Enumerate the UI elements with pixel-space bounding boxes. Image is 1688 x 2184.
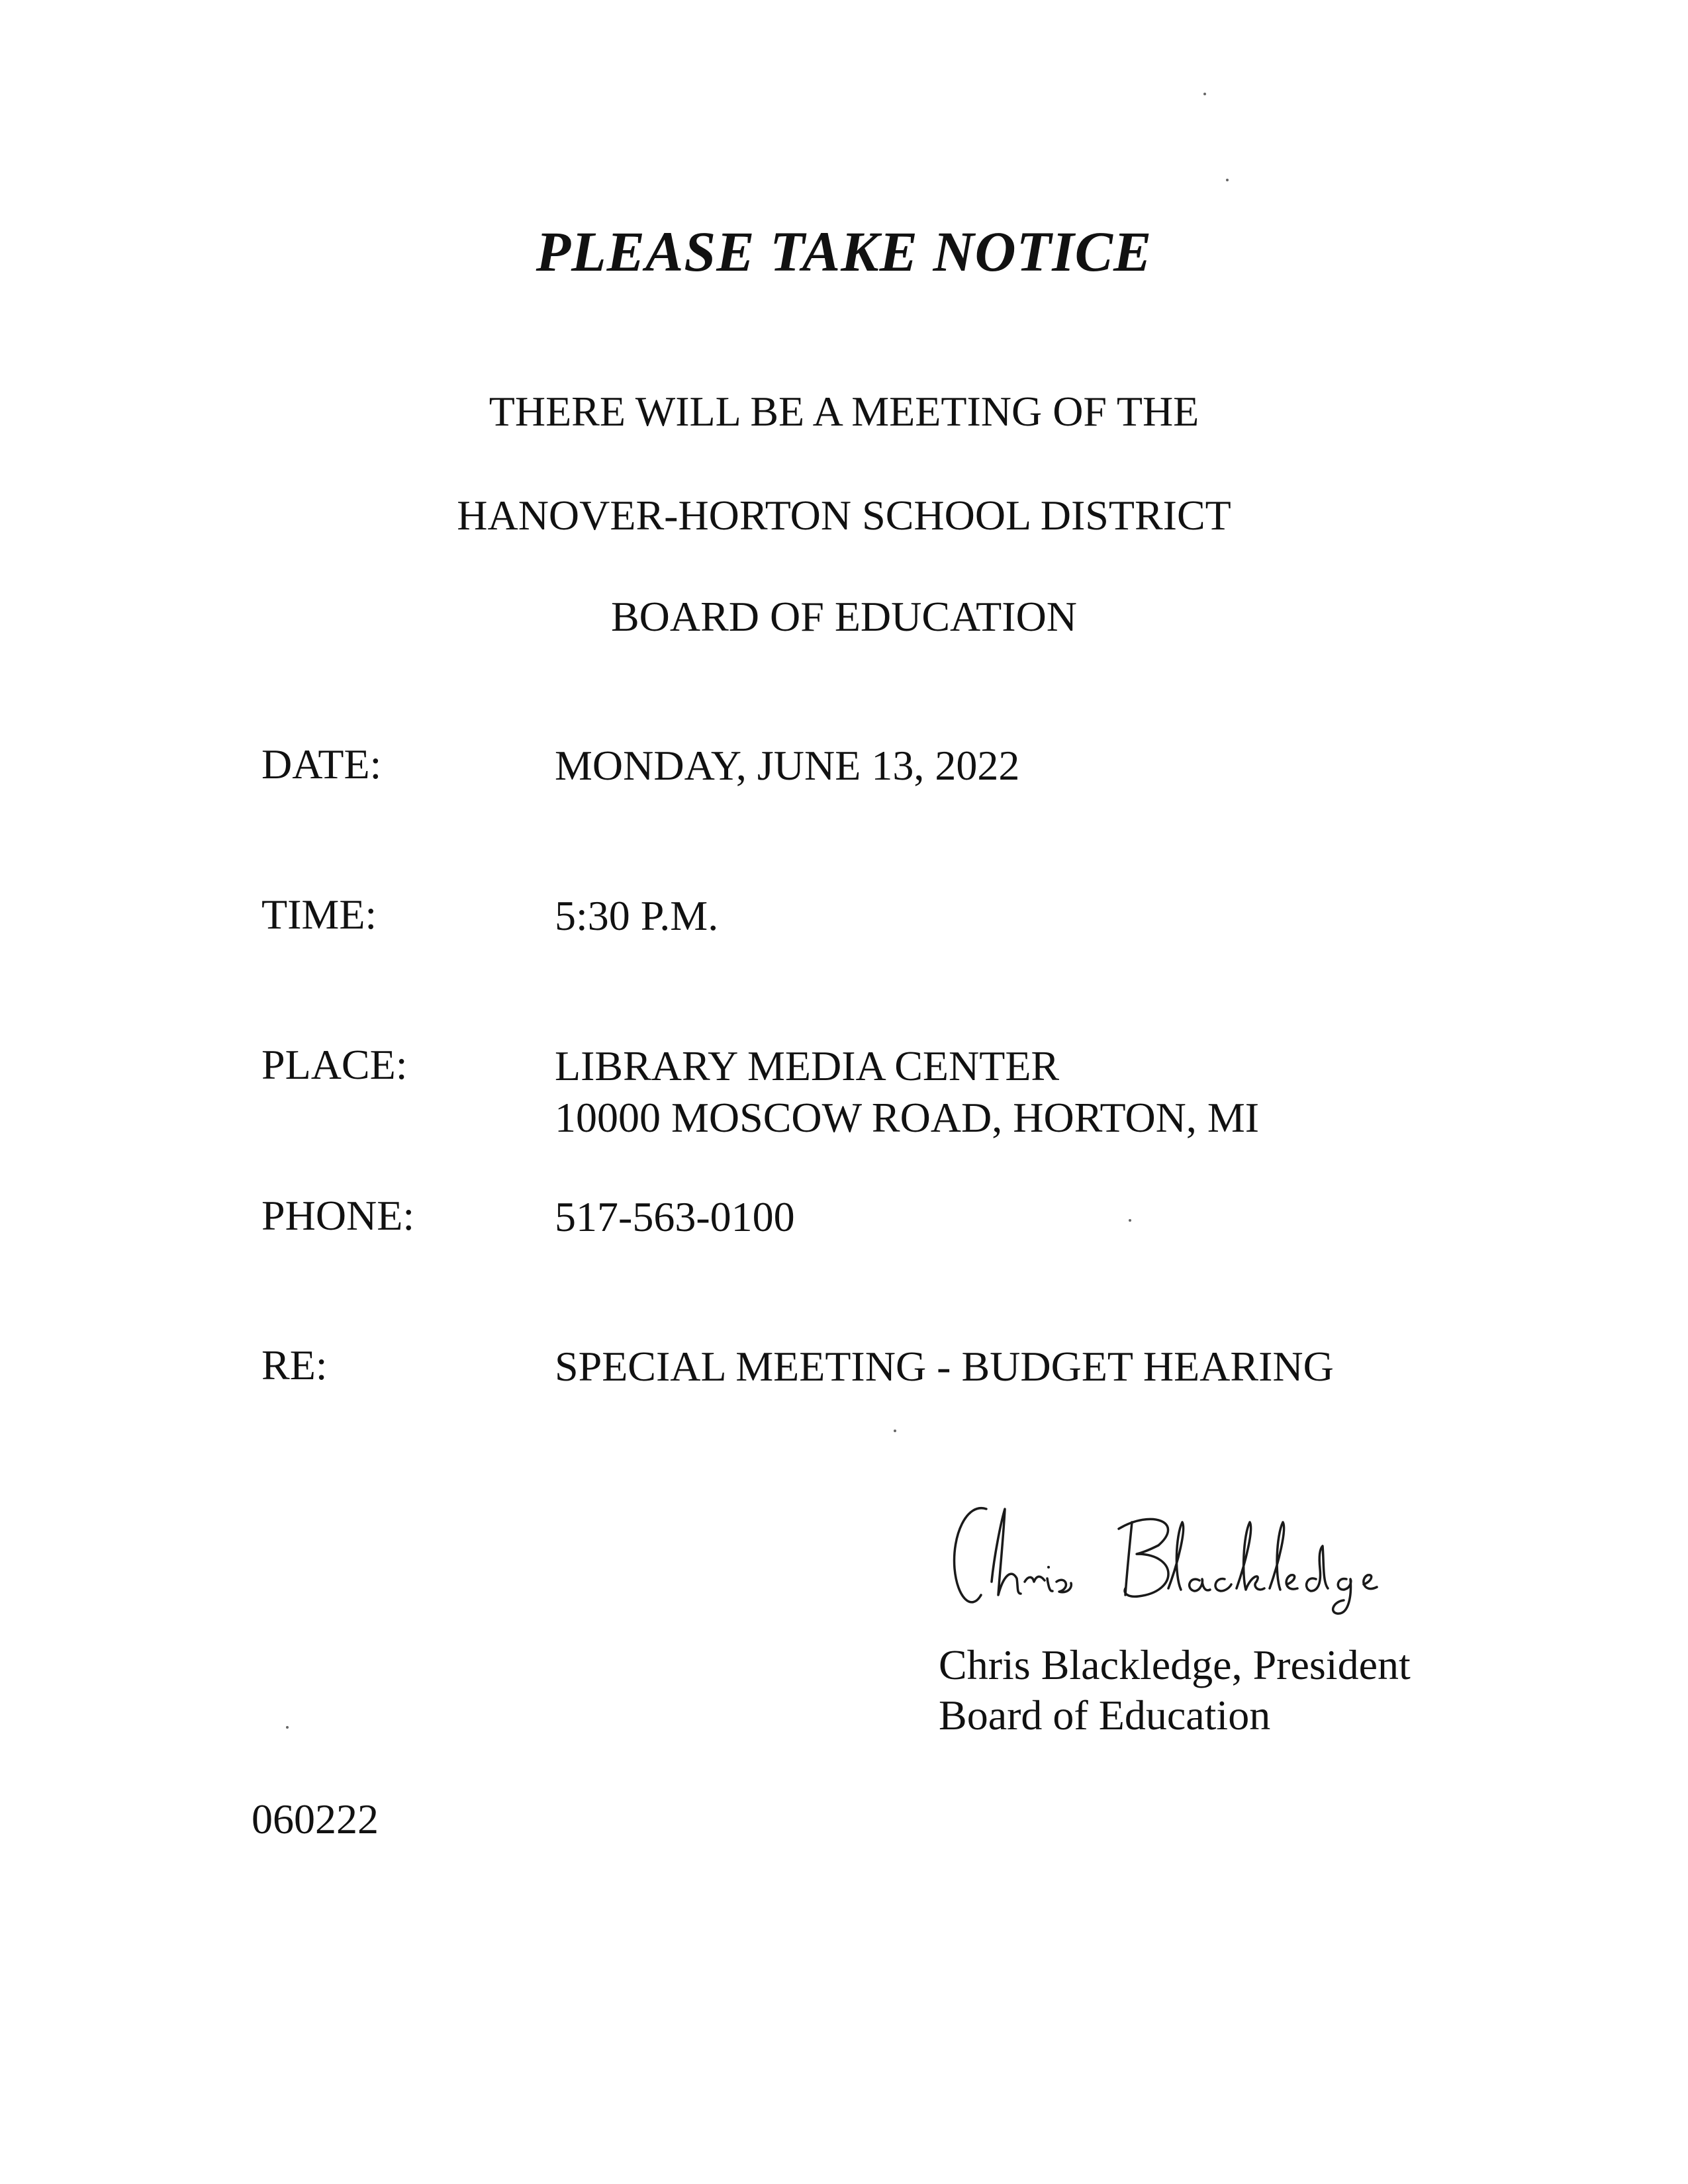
place-line-venue: LIBRARY MEDIA CENTER <box>555 1042 1060 1089</box>
phone-value: 517-563-0100 <box>555 1193 795 1240</box>
place-label: PLACE: <box>261 1041 408 1088</box>
signature-block <box>939 1640 1411 1741</box>
notice-title: PLEASE TAKE NOTICE <box>536 220 1152 283</box>
re-value: SPECIAL MEETING - BUDGET HEARING <box>555 1343 1334 1390</box>
header-line-board: BOARD OF EDUCATION <box>610 593 1078 640</box>
signer-name-title: Chris Blackledge, President <box>939 1641 1411 1688</box>
place-line-address: 10000 MOSCOW ROAD, HORTON, MI <box>555 1094 1260 1141</box>
header-line-meeting: THERE WILL BE A MEETING OF THE <box>489 388 1199 435</box>
phone-label: PHONE: <box>261 1192 415 1239</box>
scan-speck <box>1203 93 1206 95</box>
re-label: RE: <box>261 1342 328 1388</box>
date-value: MONDAY, JUNE 13, 2022 <box>555 742 1020 789</box>
time-label: TIME: <box>261 891 377 938</box>
header-line-district: HANOVER-HORTON SCHOOL DISTRICT <box>457 492 1231 539</box>
scan-speck <box>286 1726 289 1729</box>
time-value: 5:30 P.M. <box>555 892 719 939</box>
handwritten-signature <box>940 1482 1403 1628</box>
place-value <box>555 1040 1259 1144</box>
scan-speck <box>1226 179 1229 181</box>
scan-speck <box>894 1430 896 1432</box>
scan-speck <box>1129 1219 1131 1222</box>
document-code: 060222 <box>252 1796 379 1843</box>
signer-organization: Board of Education <box>939 1692 1271 1739</box>
date-label: DATE: <box>261 741 382 788</box>
